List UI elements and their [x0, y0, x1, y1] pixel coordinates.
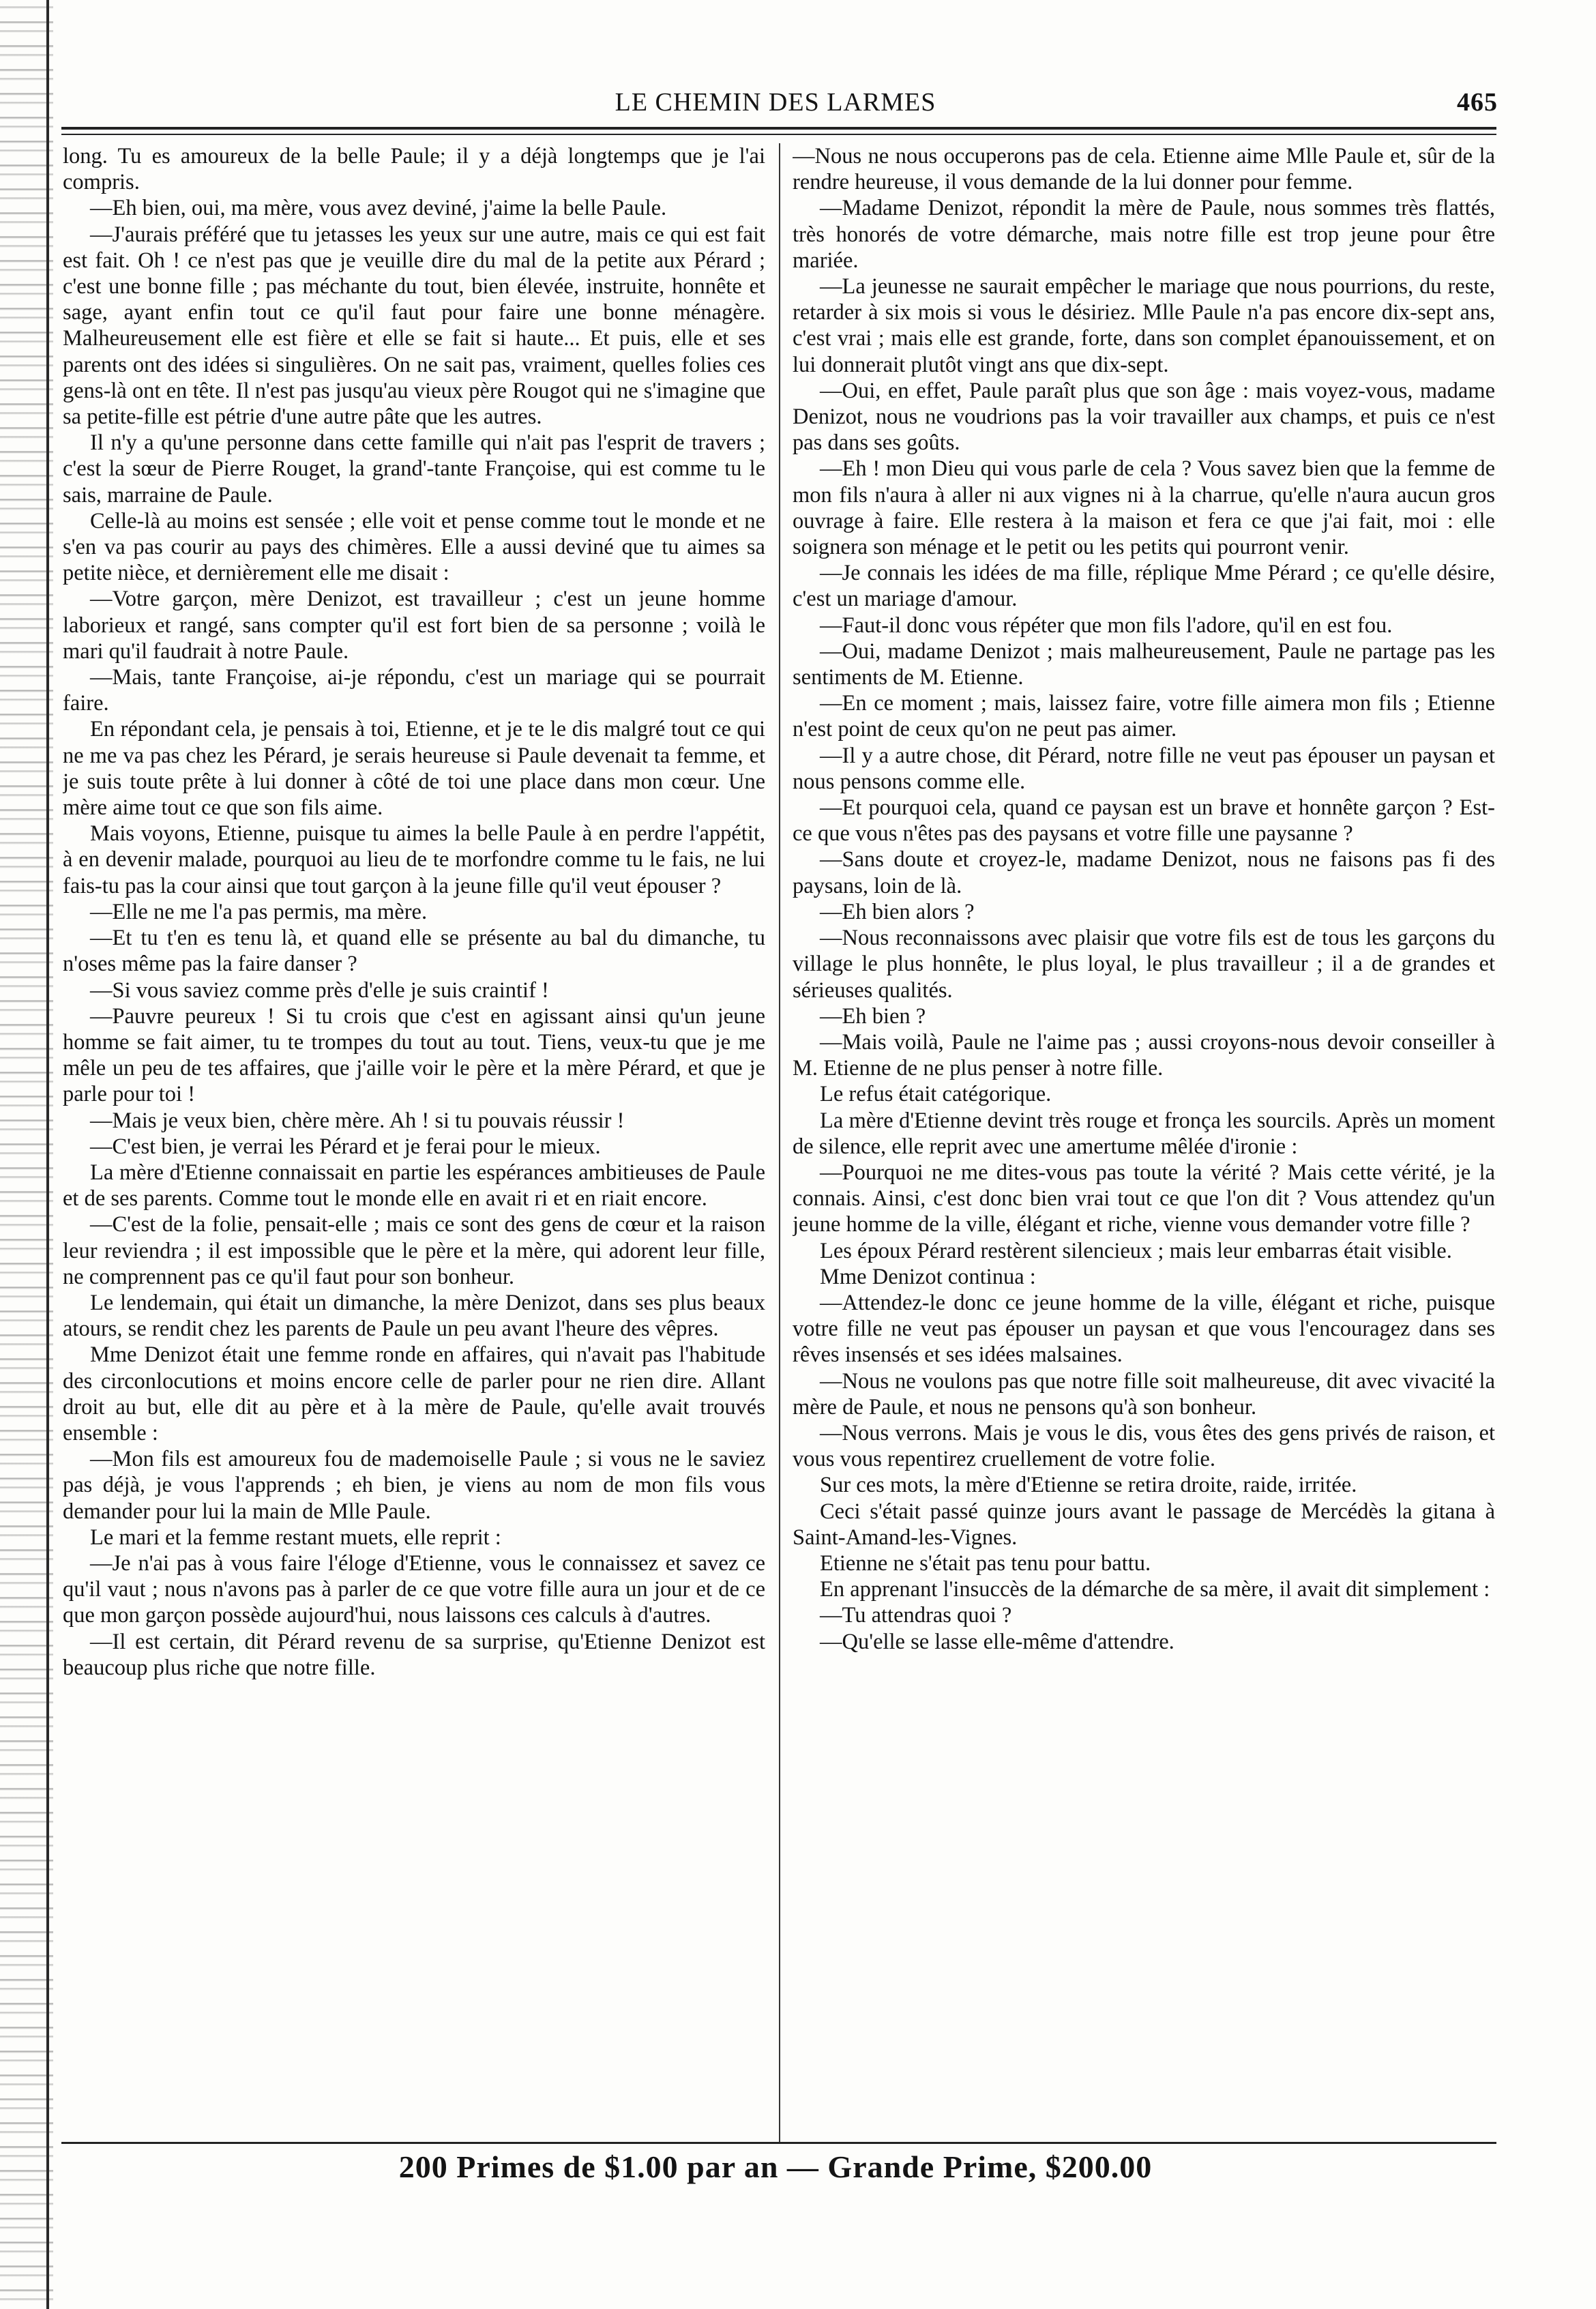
paragraph: —Eh bien alors ? — [820, 899, 975, 924]
paragraph: —Nous verrons. Mais je vous le dis, vous êtes des gens privés de raison, et vous vous repentirez cruellement de votre folie. — [793, 1420, 1495, 1472]
paragraph: —Mais je veux bien, chère mère. Ah ! si tu pouvais réussir ! — [90, 1108, 625, 1133]
paragraph: —Pourquoi ne me dites-vous pas toute la vérité ? Mais cette vérité, je la connais. Ainsi, c'est donc bien vrai tout ce que l'on dit ? Vous attendez qu'un jeune homme de la ville, élégant et riche, vienne vous demander votre fille ? — [793, 1160, 1495, 1237]
binding-rule — [46, 0, 49, 2309]
right-column — [793, 143, 1495, 2142]
paragraph: La mère d'Etienne devint très rouge et fronça les sourcils. Après un moment de silence, elle reprit avec une amertume mêlée d'ironie : — [793, 1108, 1495, 1159]
paragraph: Les époux Pérard restèrent silencieux ; mais leur embarras était visible. — [820, 1238, 1452, 1263]
paragraph: —Faut-il donc vous répéter que mon fils l'adore, qu'il en est fou. — [820, 613, 1393, 638]
paragraph: —Il est certain, dit Pérard revenu de sa surprise, qu'Etienne Denizot est beaucoup plus riche que notre fille. — [63, 1629, 765, 1680]
paragraph: —Madame Denizot, répondit la mère de Paule, nous sommes très flattés, très honorés de votre démarche, mais notre fille est trop jeune pour être mariée. — [793, 196, 1495, 273]
page-header — [53, 87, 1498, 126]
header-rule-thick — [61, 127, 1496, 130]
paragraph: En apprenant l'insuccès de la démarche de sa mère, il avait dit simplement : — [820, 1577, 1490, 1602]
paragraph: —Nous reconnaissons avec plaisir que votre fils est de tous les garçons du village le plus honnête, le plus loyal, le plus travailleur ; il a de grandes et sérieuses qualités. — [793, 926, 1495, 1003]
footer-rule — [61, 2142, 1496, 2144]
paragraph: En répondant cela, je pensais à toi, Etienne, et je te le dis malgré tout ce qui ne me va pas chez les Pérard, je serais heureuse si Paule devenait ta femme, et je suis toute prête à lui donner à côté de toi une place dans mon cœur. Une mère aime tout ce que son fils aime. — [63, 717, 765, 821]
paragraph: —Pauvre peureux ! Si tu crois que c'est en agissant ainsi qu'un jeune homme se fait aimer, tu te trompes du tout au tout. Tiens, veux-tu que je me mêle un peu de tes affaires, que j'aille voir le père et la mère Pérard, et que je parle pour toi ! — [63, 1003, 765, 1107]
paragraph: —Et pourquoi cela, quand ce paysan est un brave et honnête garçon ? Est-ce que vous n'êtes pas des paysans et votre fille une paysanne ? — [793, 795, 1495, 847]
paragraph: —Je n'ai pas à vous faire l'éloge d'Etienne, vous le connaissez et savez ce qu'il vaut ; nous n'avons pas à parler de ce que votre fille aura un jour et de ce que mon garçon possède aujourd'hui, nous laissons ces calculs à d'autres. — [63, 1550, 765, 1628]
column-divider — [779, 143, 780, 2142]
paragraph: —Nous ne nous occuperons pas de cela. Etienne aime Mlle Paule et, sûr de la rendre heureuse, il vous demande de la lui donner pour femme. — [793, 144, 1495, 195]
paragraph: Le mari et la femme restant muets, elle reprit : — [90, 1525, 501, 1550]
left-column — [63, 143, 765, 2142]
page-number: 465 — [1457, 88, 1498, 117]
paragraph: Mme Denizot était une femme ronde en affaires, qui n'avait pas l'habitude des circonlocutions et moins encore celle de parler pour ne rien dire. Allant droit au but, elle dit au père et à la mère de Paule, qu'elle avait trouvés ensemble : — [63, 1342, 765, 1445]
paragraph: —Sans doute et croyez-le, madame Denizot, nous ne faisons pas fi des paysans, loin de là. — [793, 847, 1495, 898]
paragraph: Celle-là au moins est sensée ; elle voit et pense comme tout le monde et ne s'en va pas courir au pays des chimères. Elle a aussi deviné que tu aimes sa petite nièce, et dernièrement elle me disait : — [63, 508, 765, 586]
paragraph: —Qu'elle se lasse elle-même d'attendre. — [820, 1629, 1174, 1654]
paragraph: Sur ces mots, la mère d'Etienne se retira droite, raide, irritée. — [820, 1473, 1357, 1498]
paragraph: —Je connais les idées de ma fille, réplique Mme Pérard ; ce qu'elle désire, c'est un mariage d'amour. — [793, 561, 1495, 612]
paragraph: —Votre garçon, mère Denizot, est travailleur ; c'est un jeune homme laborieux et rangé, sans compter qu'il est fort bien de sa personne ; voilà le mari qu'il faudrait à notre Paule. — [63, 587, 765, 664]
page-title: LE CHEMIN DES LARMES — [615, 88, 936, 117]
paragraph: Le refus était catégorique. — [820, 1082, 1052, 1107]
paragraph: —Tu attendras quoi ? — [820, 1603, 1012, 1628]
paragraph: —Eh bien ? — [820, 1003, 926, 1029]
paragraph: Ceci s'était passé quinze jours avant le passage de Mercédès la gitana à Saint-Amand-les-Vignes. — [793, 1499, 1495, 1550]
paragraph: —Et tu t'en es tenu là, et quand elle se présente au bal du dimanche, tu n'oses même pas la faire danser ? — [63, 926, 765, 977]
paragraph: —Nous ne voulons pas que notre fille soit malheureuse, dit avec vivacité la mère de Paule, et nous ne pensons qu'à son bonheur. — [793, 1368, 1495, 1420]
paragraph: Mais voyons, Etienne, puisque tu aimes la belle Paule à en perdre l'appétit, à en devenir malade, pourquoi au lieu de te morfondre comme tu le fais, ne lui fais-tu pas la cour ainsi que tout garçon à la jeune fille qu'il veut épouser ? — [63, 821, 765, 898]
paragraph: —Mais voilà, Paule ne l'aime pas ; aussi croyons-nous devoir conseiller à M. Etienne de ne plus penser à notre fille. — [793, 1029, 1495, 1081]
paragraph: Etienne ne s'était pas tenu pour battu. — [820, 1550, 1151, 1576]
paragraph: La mère d'Etienne connaissait en partie les espérances ambitieuses de Paule et de ses parents. Comme tout le monde elle en avait ri et en riait encore. — [63, 1160, 765, 1211]
paragraph: long. Tu es amoureux de la belle Paule; il y a déjà longtemps que je l'ai compris. — [63, 144, 765, 195]
paragraph: —Il y a autre chose, dit Pérard, notre fille ne veut pas épouser un paysan et nous pensons comme elle. — [793, 743, 1495, 794]
paragraph: —Oui, madame Denizot ; mais malheureusement, Paule ne partage pas les sentiments de M. Etienne. — [793, 638, 1495, 690]
paragraph: —Oui, en effet, Paule paraît plus que son âge : mais voyez-vous, madame Denizot, nous ne voudrions pas la voir travailler aux champs, et puis ce n'est pas dans ses goûts. — [793, 378, 1495, 456]
paragraph: —Mon fils est amoureux fou de mademoiselle Paule ; si vous ne le saviez pas déjà, je vous l'apprends ; eh bien, je viens au nom de mon fils vous demander pour lui la main de Mlle Paule. — [63, 1447, 765, 1524]
paragraph: —En ce moment ; mais, laissez faire, votre fille aimera mon fils ; Etienne n'est point de ceux qu'on ne peut pas aimer. — [793, 691, 1495, 742]
paragraph: —Elle ne me l'a pas permis, ma mère. — [90, 899, 428, 924]
paragraph: —Si vous saviez comme près d'elle je suis craintif ! — [90, 977, 549, 1003]
paragraph: —Eh bien, oui, ma mère, vous avez deviné, j'aime la belle Paule. — [90, 196, 667, 221]
paragraph: —C'est de la folie, pensait-elle ; mais ce sont des gens de cœur et la raison leur reviendra ; il est impossible que le père et la mère, qui adorent leur fille, ne comprennent pas ce qu'il faut pour son bonheur. — [63, 1212, 765, 1289]
header-rule-thin — [61, 134, 1496, 135]
paragraph: —Attendez-le donc ce jeune homme de la ville, élégant et riche, puisque votre fille ne veut pas épouser un paysan et que vous l'encouragez dans ses rêves insensés et ses idées malsaines. — [793, 1290, 1495, 1368]
binding-edge — [0, 0, 53, 2309]
footer-banner: 200 Primes de $1.00 par an — Grande Prime, $200.00 — [398, 2149, 1153, 2184]
paragraph: Le lendemain, qui était un dimanche, la mère Denizot, dans ses plus beaux atours, se rendit chez les parents de Paule un peu avant l'heure des vêpres. — [63, 1290, 765, 1342]
paragraph: Mme Denizot continua : — [820, 1264, 1036, 1289]
paragraph: —Mais, tante Françoise, ai-je répondu, c'est un mariage qui se pourrait faire. — [63, 665, 765, 716]
paragraph: —La jeunesse ne saurait empêcher le mariage que nous pourrions, du reste, retarder à six mois si vous le désiriez. Mlle Paule n'a pas encore dix-sept ans, c'est vrai ; mais elle est grande, forte, dans son complet épanouissement, et on lui donnerait plutôt vingt ans que dix-sept. — [793, 274, 1495, 377]
paragraph: —J'aurais préféré que tu jetasses les yeux sur une autre, mais ce qui est fait est fait. Oh ! ce n'est pas que je veuille dire du mal de la petite aux Pérard ; c'est une bonne fille ; pas méchante du tout, bien élevée, instruite, honnête et sage, ayant enfin tout ce qu'il faut pour faire une bonne ménagère. Malheureusement elle est fière et elle se fait si haute... Et puis, elle et ses parents ont des idées si singulières. On ne sait pas, vraiment, quelles folies ces gens-là ont en tête. Il n'est pas jusqu'au vieux père Rougot qui ne s'imagine que sa petite-fille est pétrie d'une autre pâte que les autres. — [63, 222, 765, 430]
paragraph: —C'est bien, je verrai les Pérard et je ferai pour le mieux. — [90, 1134, 601, 1159]
paragraph: Il n'y a qu'une personne dans cette famille qui n'ait pas l'esprit de travers ; c'est la sœur de Pierre Rouget, la grand'-tante Françoise, qui est comme tu le sais, marraine de Paule. — [63, 430, 765, 508]
paragraph: —Eh ! mon Dieu qui vous parle de cela ? Vous savez bien que la femme de mon fils n'aura à aller ni aux vignes ni à la charrue, qu'elle n'aura aucun gros ouvrage à faire. Elle restera à la maison et fera ce que j'ai fait, moi : elle soignera son ménage et le petit ou les petits qui pourront venir. — [793, 456, 1495, 560]
